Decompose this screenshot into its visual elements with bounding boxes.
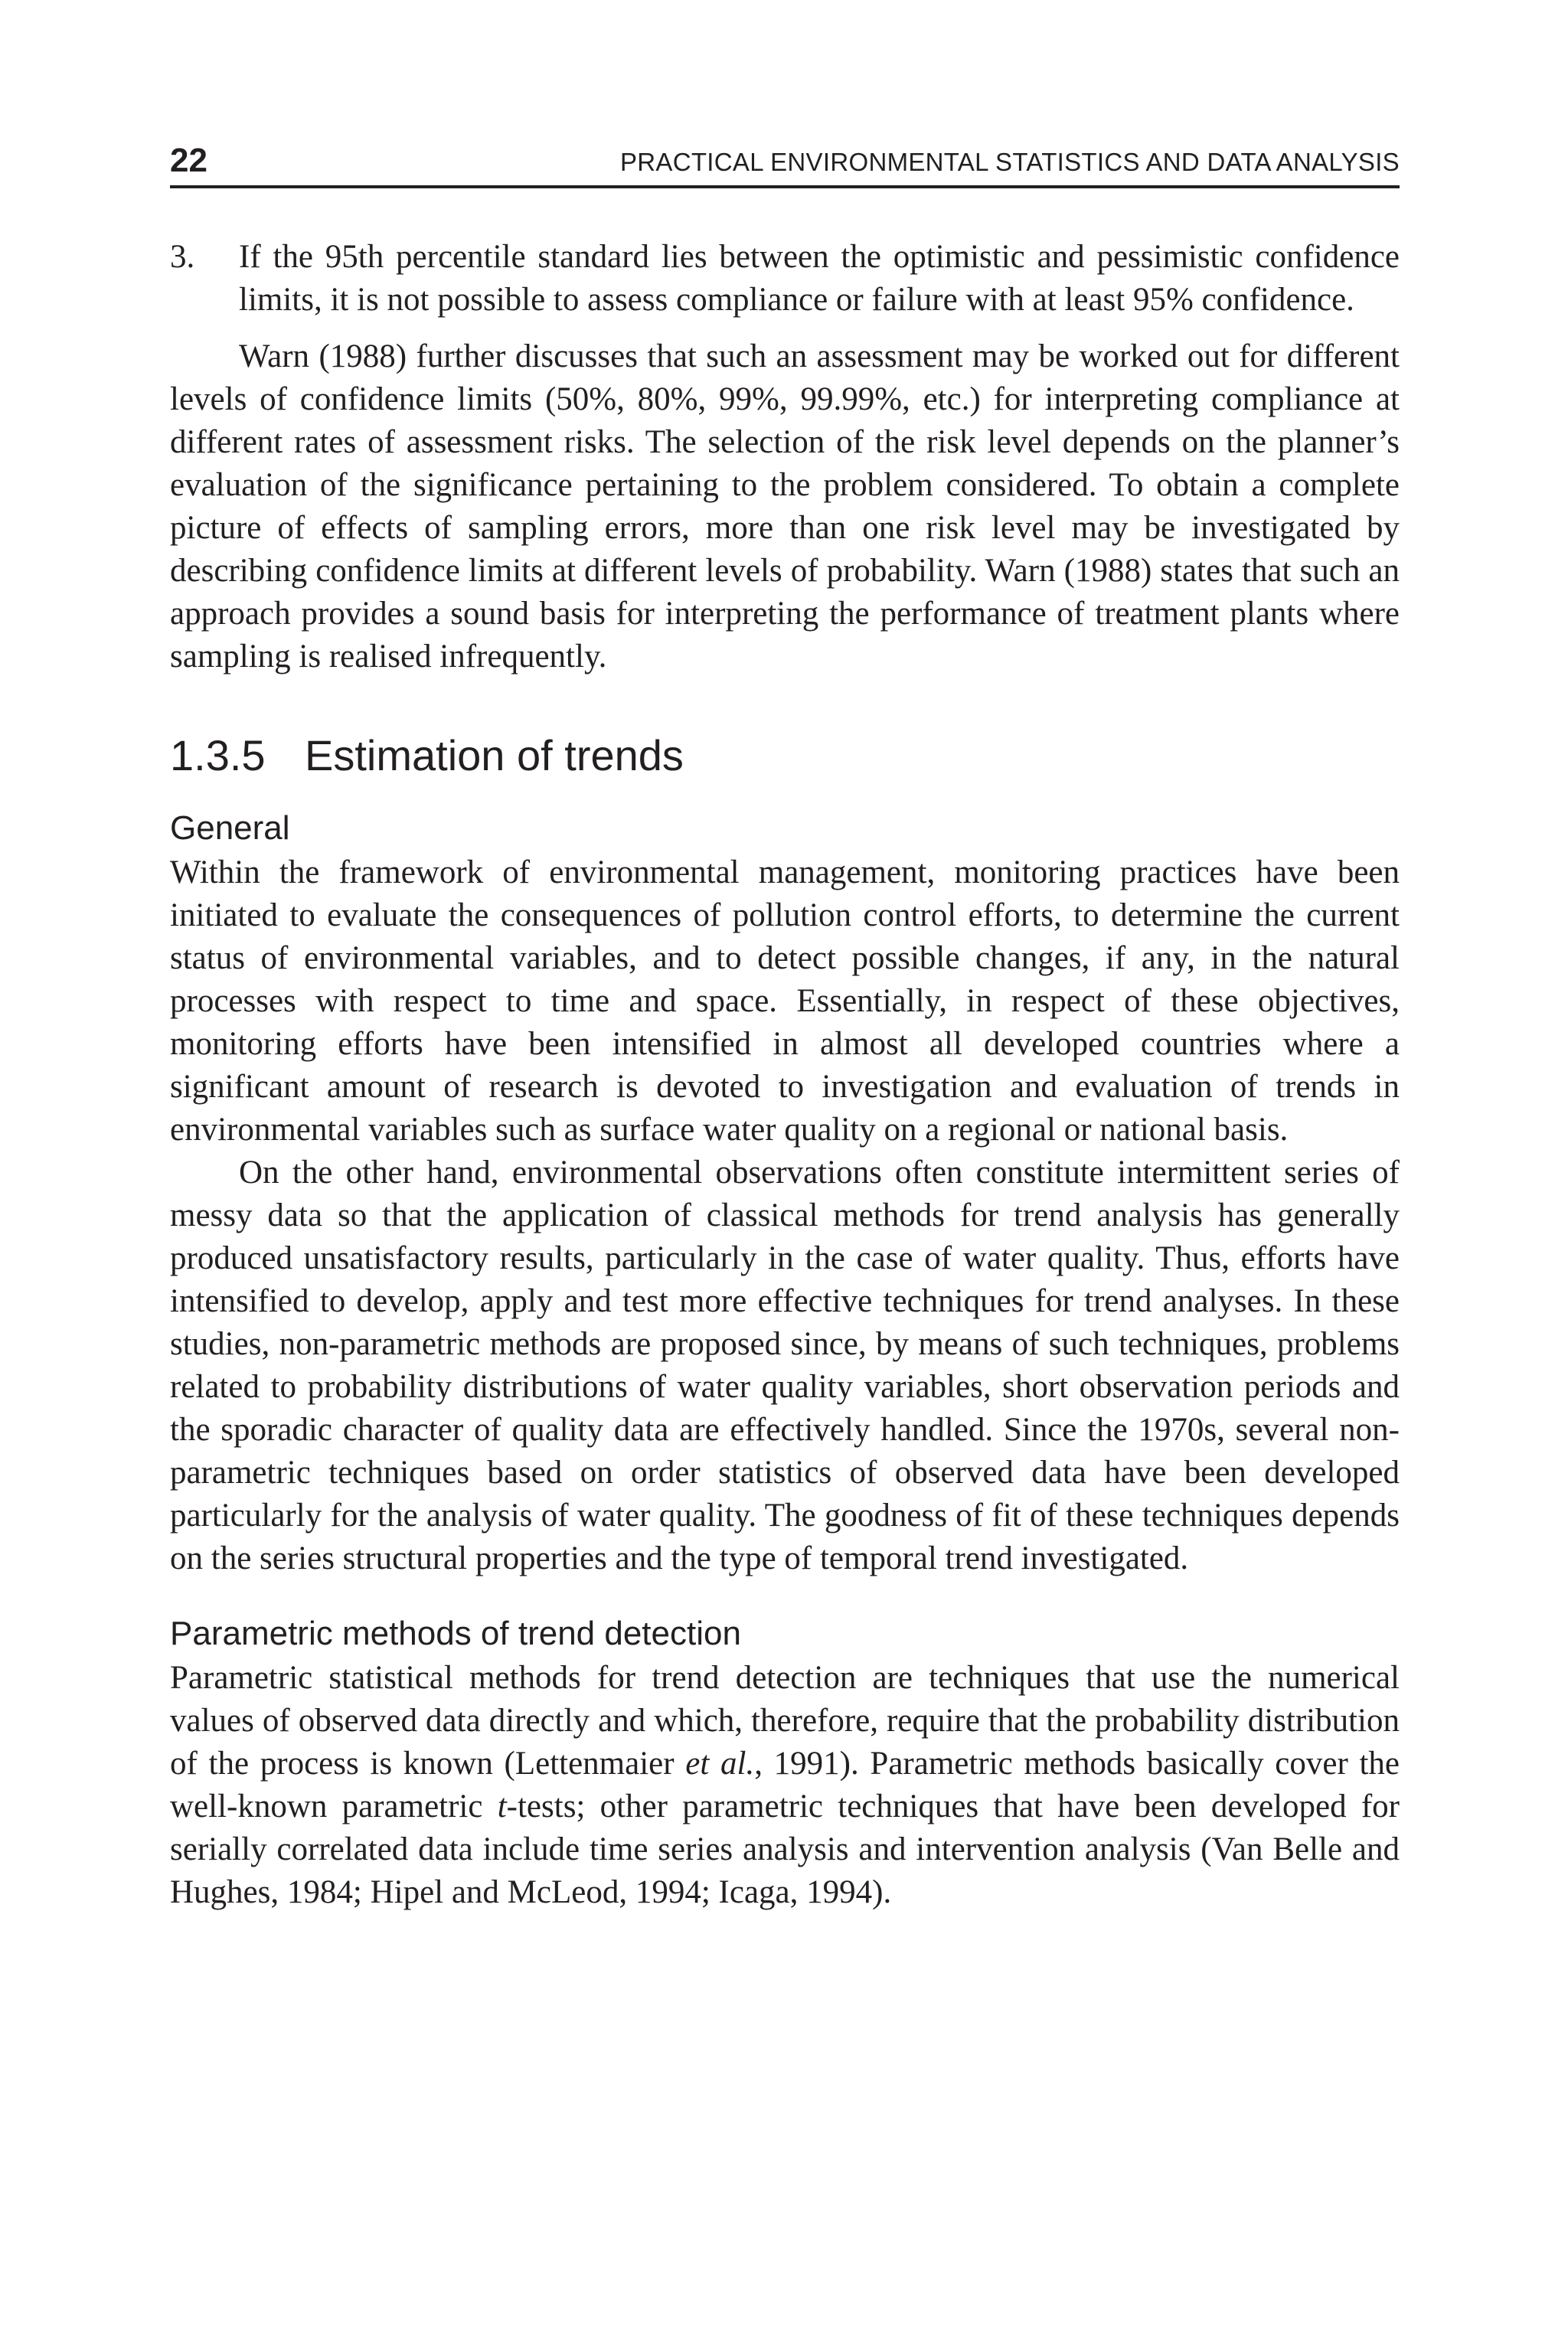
section-number: 1.3.5 [170, 731, 266, 779]
running-title: PRACTICAL ENVIRONMENTAL STATISTICS AND DATA ANALYSIS [619, 148, 1400, 176]
list-item [170, 236, 1400, 322]
section-heading [170, 729, 1400, 782]
paragraph-general-1: Within the framework of environmental management, monitoring practices have been initiated to evaluate the consequences of pollution control efforts, to determine the current status of environmental variables, and to detect possible changes, if any, in the natural processes with respect to time and space. Essentially, in respect of these objectives, monitoring efforts have been intensified in almost all developed countries where a significant amount of research is devoted to investigation and evaluation of trends in environmental variables such as surface water quality on a regional or national basis. [170, 854, 1400, 1148]
subheading-parametric: Parametric methods of trend detection [170, 1615, 741, 1652]
parametric-text-e: -tests; other parametric techniques that have been developed for serially correlated data include time series analysis and intervention analysis (Van Belle and Hughes, 1984; Hipel and McLeod, 1994; Icaga, 1994). [170, 1788, 1400, 1910]
paragraph-parametric [170, 1657, 1400, 1914]
paragraph-warn: Warn (1988) further discusses that such an assessment may be worked out for different levels of confidence limits (50%, 80%, 99%, 99.99%, etc.) for interpreting compliance at different rates of assessment risks. The selection of the risk level depends on the planner’s evaluation of the significance pertaining to the problem considered. To obtain a complete picture of effects of sampling errors, more than one risk level may be investigated by describing confidence limits at different levels of probability. Warn (1988) states that such an approach provides a sound basis for interpreting the performance of treatment plants where sampling is realised infrequently. [170, 338, 1400, 675]
section-title: Estimation of trends [305, 731, 684, 779]
page-number: 22 [170, 142, 207, 179]
subheading-general: General [170, 809, 290, 847]
list-item-number: 3. [170, 239, 195, 275]
parametric-text-b: et al. [685, 1746, 755, 1782]
parametric-text-a: Parametric statistical methods for trend detection are techniques that use the numerical values of observed data directly and which, therefore, require that the probability distribution of the process is known (Lettenmaier [170, 1660, 1400, 1782]
page-body [170, 236, 1400, 1914]
list-item-text: If the 95th percentile standard lies between the optimistic and pessimistic confidence limits, it is not possible to assess compliance or failure with at least 95% confidence. [239, 239, 1400, 318]
parametric-text-d: t [497, 1788, 507, 1824]
paragraph-general-2: On the other hand, environmental observations often constitute intermittent series of messy data so that the application of classical methods for trend analysis has generally produced unsatisfactory results, particularly in the case of water quality. Thus, efforts have intensified to develop, apply and test more effective techniques for trend analyses. In these studies, non-parametric methods are proposed since, by means of such techniques, problems related to probability distributions of water quality variables, short observation periods and the sporadic character of quality data are effectively handled. Since the 1970s, several non-parametric techniques based on order statistics of observed data have been developed particularly for the analysis of water quality. The goodness of fit of these techniques depends on the series structural properties and the type of temporal trend investigated. [170, 1155, 1400, 1576]
running-head [170, 132, 1400, 188]
parametric-text-c: , 1991). Parametric methods basically cover the well-known parametric [170, 1746, 1400, 1824]
